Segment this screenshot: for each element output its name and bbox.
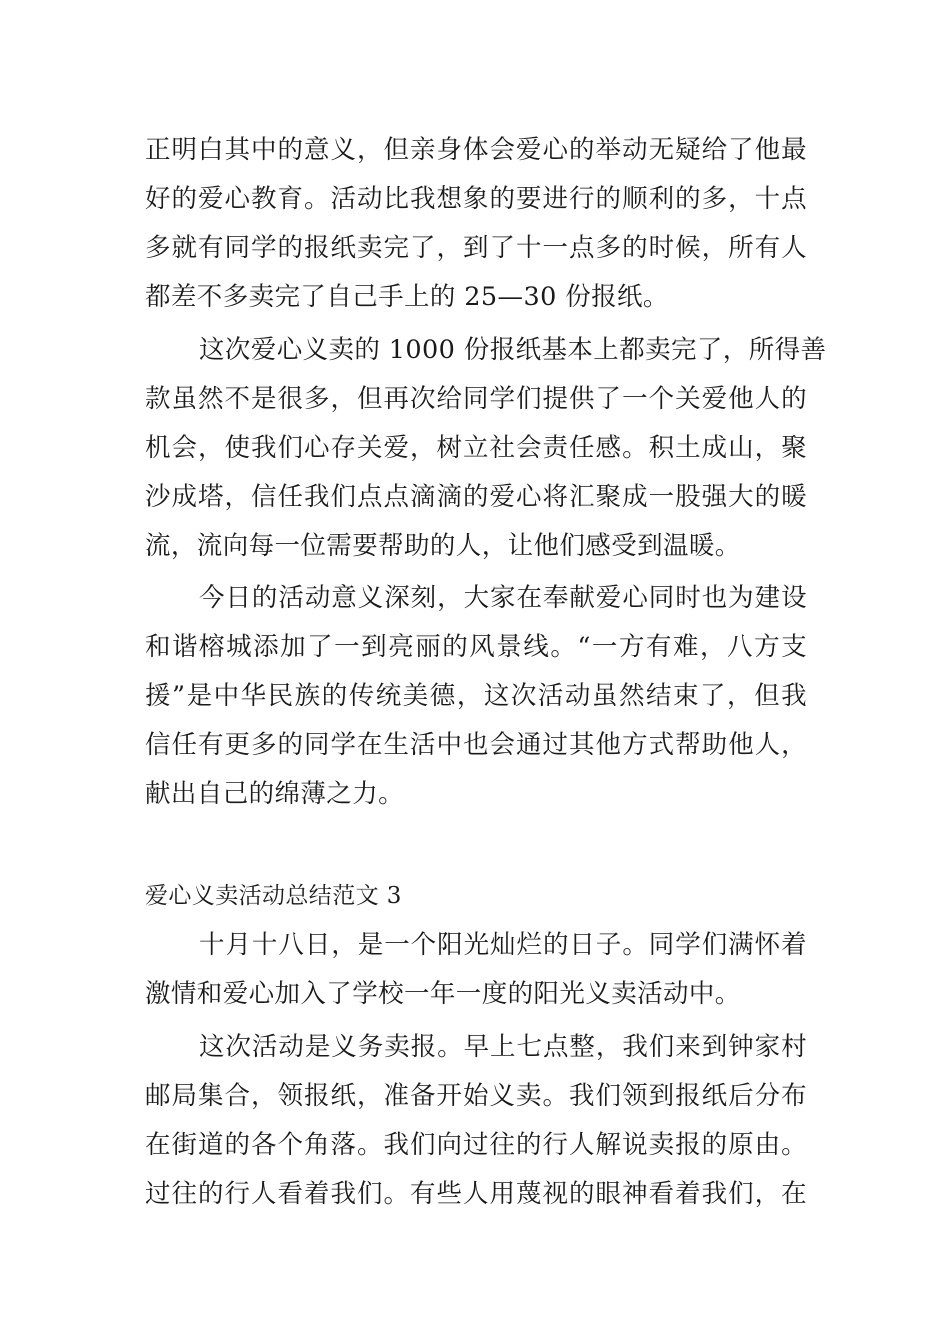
paragraph-5-line-3: 在街道的各个角落。我们向过往的行人解说卖报的原由。 xyxy=(145,1130,807,1160)
section-heading: 爱心义卖活动总结范文 3 xyxy=(145,883,402,909)
paragraph-5-line-4: 过往的行人看着我们。有些人用蔑视的眼神看着我们，在 xyxy=(145,1179,807,1209)
paragraph-3-line-1: 今日的活动意义深刻，大家在奉献爱心同时也为建设 xyxy=(199,583,807,613)
paragraph-1-line-4: 都差不多卖完了自己手上的 25—30 份报纸。 xyxy=(145,282,669,312)
paragraph-5-line-1: 这次活动是义务卖报。早上七点整，我们来到钟家村 xyxy=(199,1032,807,1062)
paragraph-1-line-2: 好的爱心教育。活动比我想象的要进行的顺利的多，十点 xyxy=(145,184,807,214)
paragraph-2-line-3: 机会，使我们心存关爱，树立社会责任感。积土成山，聚 xyxy=(145,433,807,463)
paragraph-2-line-5: 流，流向每一位需要帮助的人，让他们感受到温暖。 xyxy=(145,531,741,561)
paragraph-3-line-4: 信任有更多的同学在生活中也会通过其他方式帮助他人， xyxy=(145,730,807,760)
paragraph-3-line-5: 献出自己的绵薄之力。 xyxy=(145,779,405,809)
paragraph-2-line-1: 这次爱心义卖的 1000 份报纸基本上都卖完了，所得善 xyxy=(199,335,827,365)
paragraph-2-line-2: 款虽然不是很多，但再次给同学们提供了一个关爱他人的 xyxy=(145,384,807,414)
paragraph-1-line-1: 正明白其中的意义，但亲身体会爱心的举动无疑给了他最 xyxy=(145,135,807,165)
paragraph-4-line-2: 激情和爱心加入了学校一年一度的阳光义卖活动中。 xyxy=(145,979,741,1009)
paragraph-4-line-1: 十月十八日，是一个阳光灿烂的日子。同学们满怀着 xyxy=(199,930,807,960)
paragraph-2-line-4: 沙成塔，信任我们点点滴滴的爱心将汇聚成一股强大的暖 xyxy=(145,482,807,512)
paragraph-3-line-2: 和谐榕城添加了一到亮丽的风景线。“一方有难，八方支 xyxy=(145,632,807,662)
paragraph-3-line-3: 援”是中华民族的传统美德，这次活动虽然结束了，但我 xyxy=(145,681,807,711)
paragraph-1-line-3: 多就有同学的报纸卖完了，到了十一点多的时候，所有人 xyxy=(145,233,807,263)
paragraph-5-line-2: 邮局集合，领报纸，准备开始义卖。我们领到报纸后分布 xyxy=(145,1081,807,1111)
